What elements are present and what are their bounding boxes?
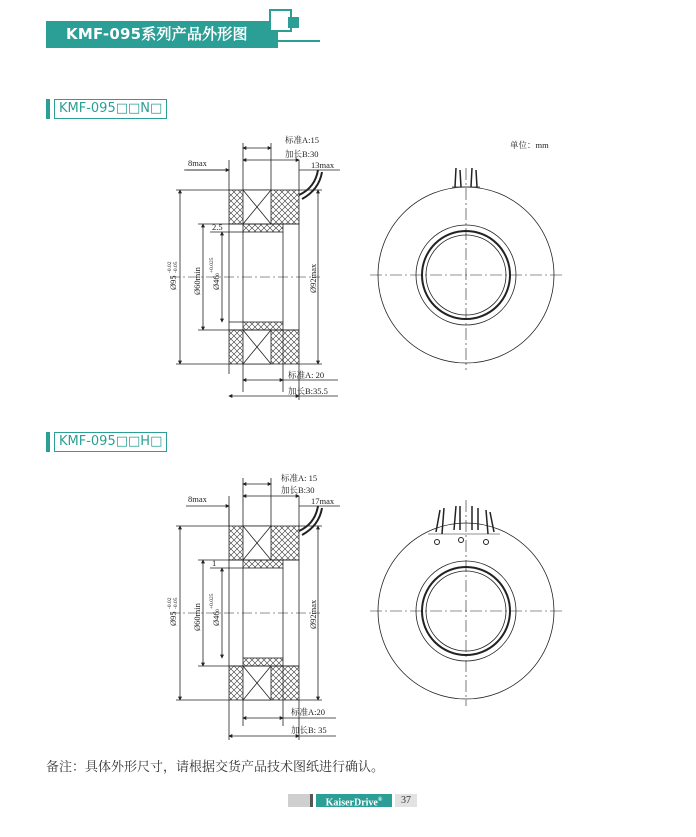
section-h-label: KMF-095□□H□ (54, 432, 167, 452)
dim-17max: 17max (311, 496, 335, 506)
footer-brand-logo (316, 794, 392, 807)
dim-d46-tol: +0.025 (209, 593, 215, 609)
dim-d60: Ø60min (192, 267, 202, 295)
brand-registered-mark: ® (377, 797, 383, 803)
brand-name: KaiserDrive (325, 797, 378, 809)
dim-d95-tol-top: -0.02 (167, 261, 173, 273)
dim-2-5: 2.5 (212, 222, 223, 232)
page-number: 37 (395, 794, 417, 807)
page-title: KMF-095系列产品外形图 (66, 25, 248, 43)
front-view-n (370, 168, 562, 370)
dim-bot-b: 加长B: 35 (291, 725, 327, 735)
dim-d95: Ø95 (168, 611, 178, 626)
dim-1: 1 (212, 558, 217, 568)
dim-8max: 8max (188, 158, 207, 168)
dim-d46-tol: +0.025 (209, 257, 215, 273)
dim-d95-tol-top: -0.02 (167, 597, 173, 609)
dim-bot-a: 标准A: 20 (288, 370, 325, 380)
dim-13max: 13max (311, 160, 335, 170)
dim-d46-tol-zero: 0 (215, 609, 221, 612)
dim-d60: Ø60min (192, 603, 202, 631)
dim-d92: Ø92max (308, 263, 318, 293)
dim-bot-b: 加长B:35.5 (288, 386, 328, 396)
remark-note: 备注：具体外形尺寸，请根据交货产品技术图纸进行确认。 (46, 760, 385, 775)
dim-top-b: 加长B:30 (281, 485, 315, 495)
section-n-label: KMF-095□□N□ (54, 99, 167, 119)
dim-top-b: 加长B:30 (285, 149, 319, 159)
dim-8max: 8max (188, 494, 207, 504)
dim-top-a: 标准A:15 (285, 135, 320, 145)
dim-d92: Ø92max (308, 599, 318, 629)
dim-bot-a: 标准A:20 (291, 707, 326, 717)
dim-top-a: 标准A: 15 (281, 473, 318, 483)
dimension-labels-n (167, 135, 549, 396)
dim-d95-tol-bot: -0.05 (173, 261, 179, 273)
unit-label: 单位：mm (510, 140, 549, 150)
dim-d95: Ø95 (168, 275, 178, 290)
front-view-h (370, 500, 562, 706)
footer-decor-dark (310, 794, 313, 807)
dim-d95-tol-bot: -0.05 (173, 597, 179, 609)
dim-d46-tol-zero: 0 (215, 273, 221, 276)
footer-decor-grey (288, 794, 310, 807)
dim-d46: Ø46 (211, 611, 221, 626)
dim-d46: Ø46 (211, 275, 221, 290)
